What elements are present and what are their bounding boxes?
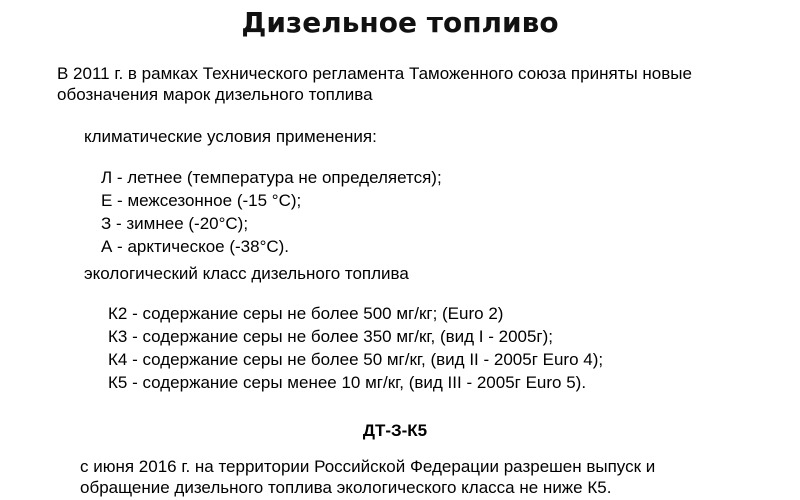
- eco-class-item-k2: К2 - содержание серы не более 500 мг/кг; (Euro 2): [108, 304, 504, 323]
- eco-class-item-k3: К3 - содержание серы не более 350 мг/кг, (вид I - 2005г);: [108, 327, 554, 346]
- climate-item-summer: Л - летнее (температура не определяется);: [101, 168, 442, 187]
- footer-line: с июня 2016 г. на территории Российской Федерации разрешен выпуск и: [80, 457, 656, 476]
- climate-heading: климатические условия применения:: [84, 127, 377, 146]
- intro-paragraph: [57, 63, 777, 105]
- example-grade-code: ДТ-З-К5: [362, 421, 428, 440]
- climate-item-arctic: А - арктическое (-38°С).: [101, 237, 290, 256]
- climate-item-offseason: Е - межсезонное (-15 °С);: [101, 191, 302, 210]
- eco-class-item-k5: К5 - содержание серы менее 10 мг/кг, (вид III - 2005г Euro 5).: [108, 373, 587, 392]
- climate-item-winter: З - зимнее (-20°С);: [101, 214, 249, 233]
- eco-class-list: [108, 302, 603, 394]
- climate-list: [101, 166, 442, 258]
- footer-note: [80, 456, 780, 498]
- eco-class-item-k4: К4 - содержание серы не более 50 мг/кг, (вид II - 2005г Euro 4);: [108, 350, 604, 369]
- footer-line: обращение дизельного топлива экологического класса не ниже К5.: [80, 478, 612, 497]
- page-title: Дизельное топливо: [241, 6, 559, 39]
- eco-class-heading: экологический класс дизельного топлива: [84, 264, 409, 283]
- intro-line: обозначения марок дизельного топлива: [57, 85, 373, 104]
- intro-line: В 2011 г. в рамках Технического регламента Таможенного союза приняты новые: [57, 64, 692, 83]
